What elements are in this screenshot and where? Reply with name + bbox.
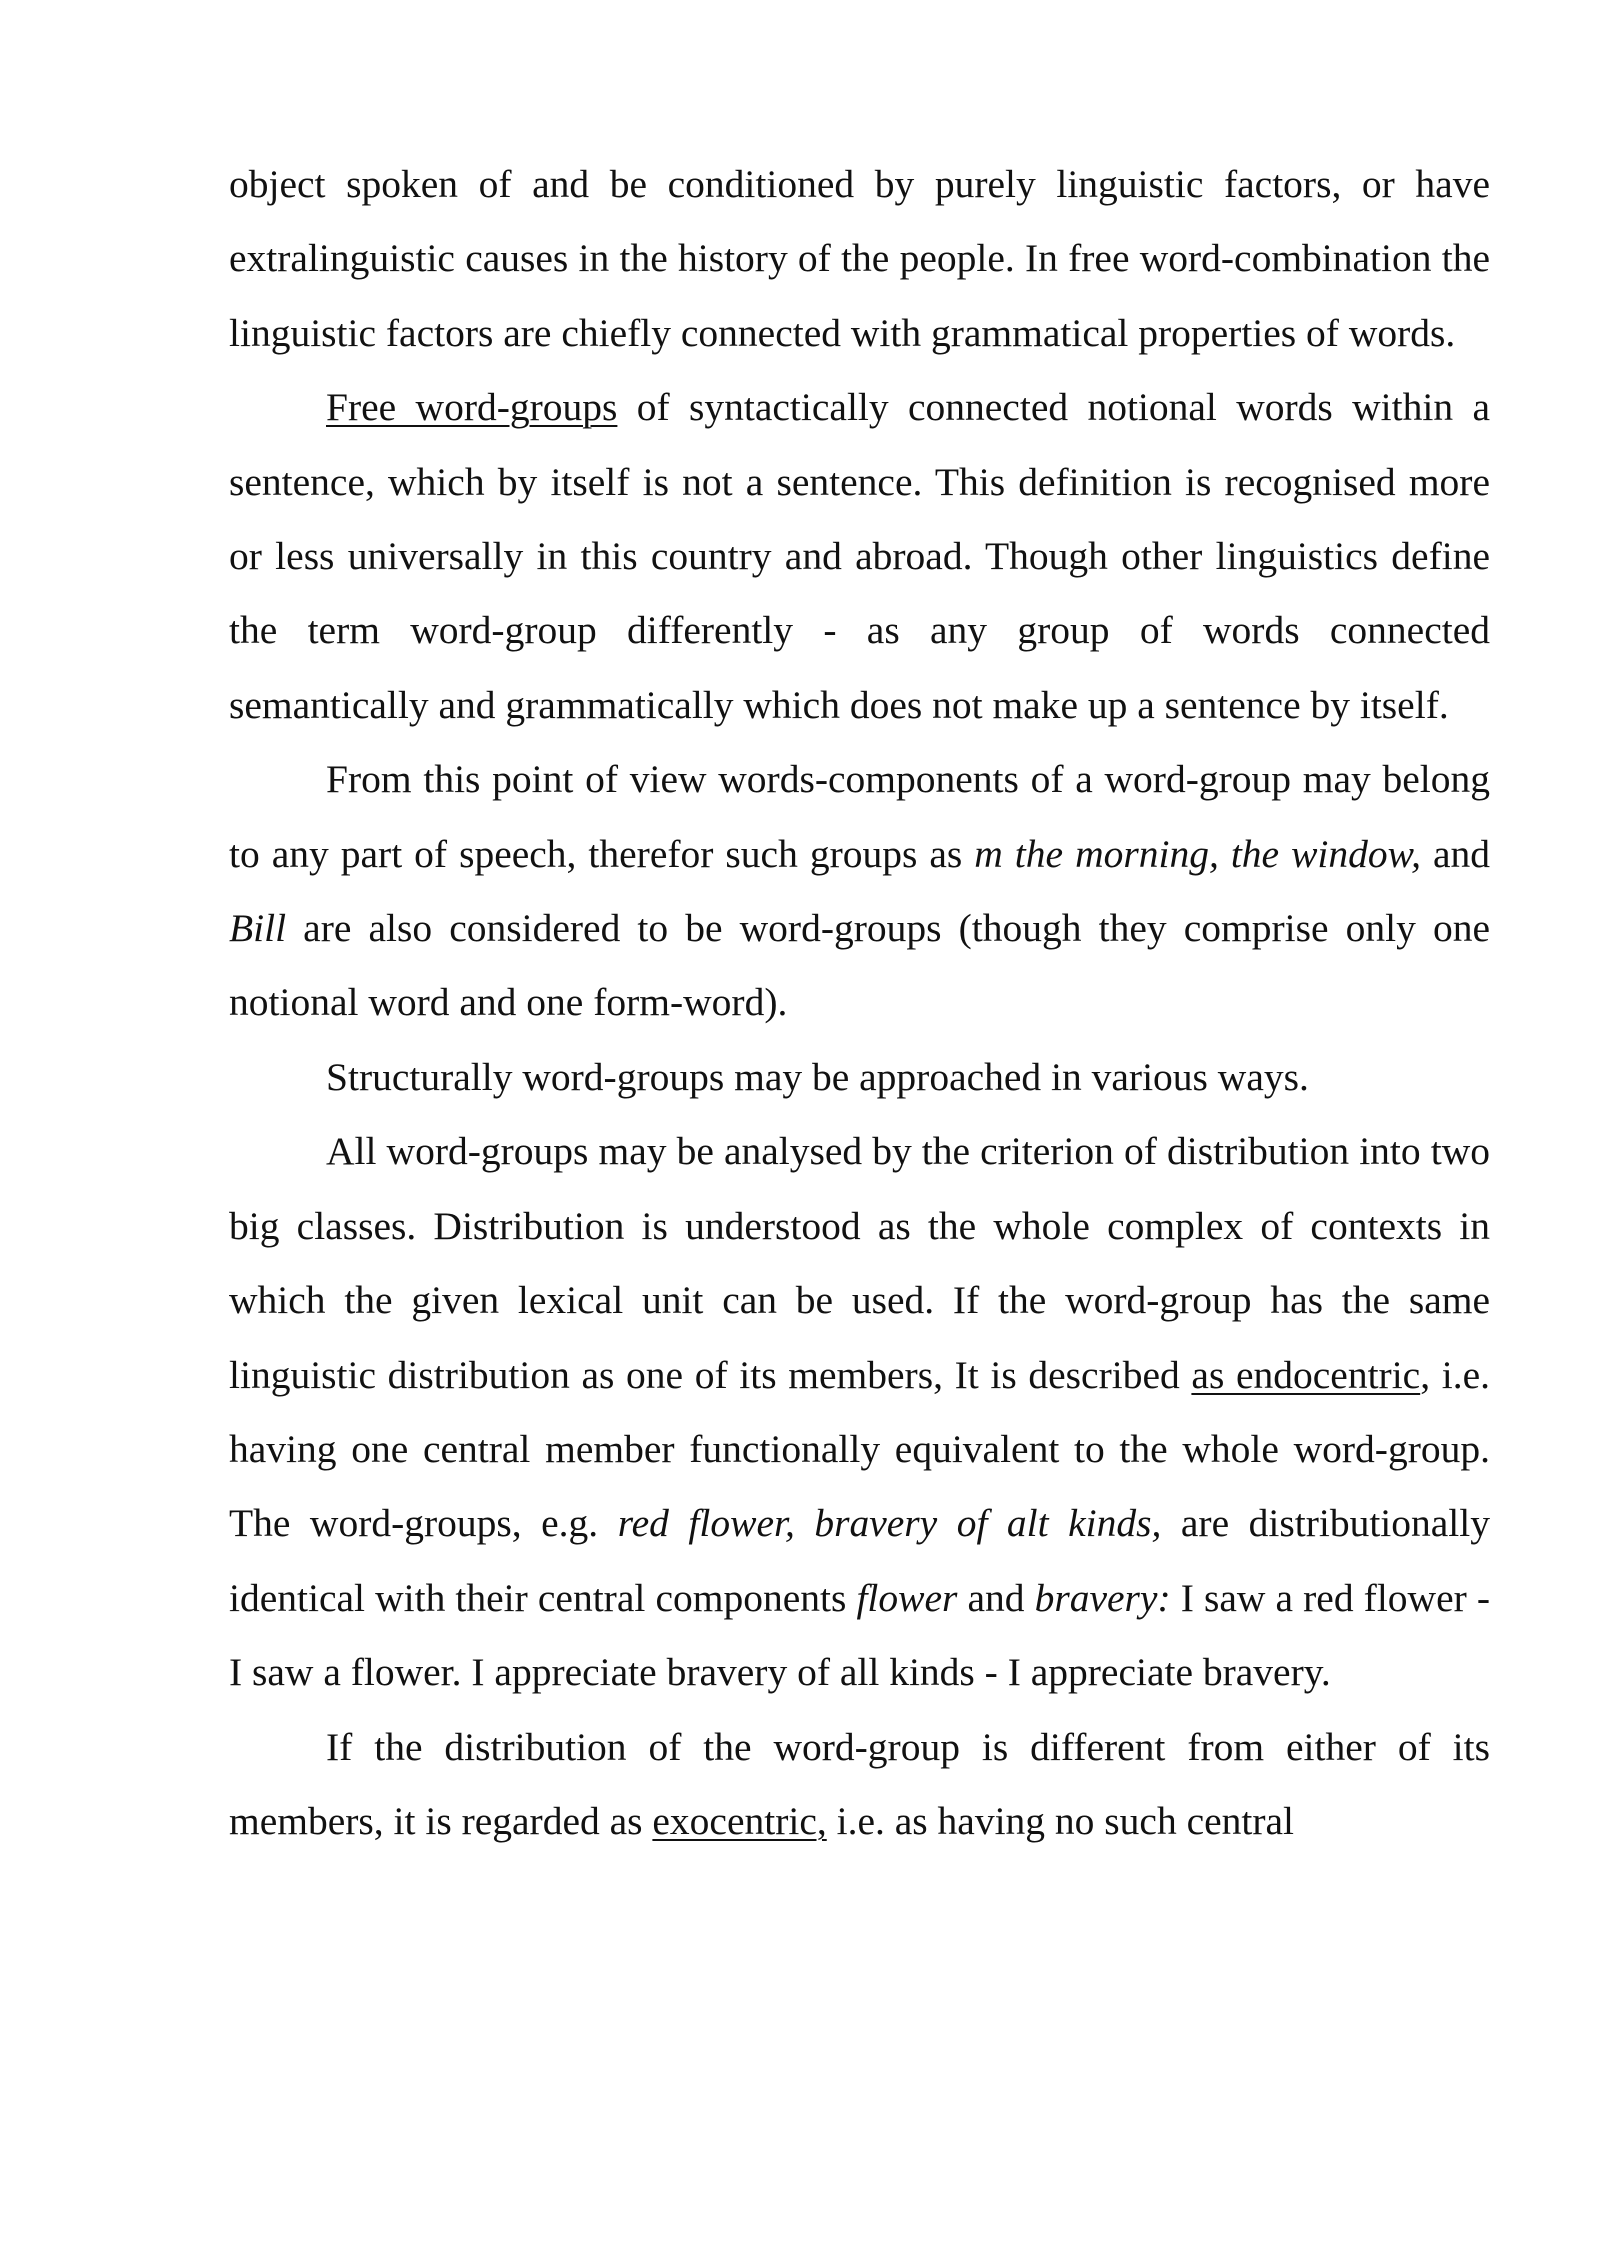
text-segment: , i.e. having one central member functionally equivalent to the whole word-group. The word-groups, e.g. — [229, 1352, 1490, 1546]
text-segment: and — [957, 1575, 1035, 1620]
text-segment: are also considered to be word-groups (though they comprise only one notional word and one form-word). — [229, 906, 1490, 1025]
italic-example: red flower, bravery of alt kinds, — [617, 1501, 1162, 1546]
text-segment: and — [1420, 831, 1490, 876]
italic-example: flower — [856, 1575, 958, 1620]
text-segment: I saw a red flower - I saw a flower. I appreciate bravery of all kinds - I appreciate bravery. — [229, 1575, 1491, 1695]
paragraph-free-word-groups — [229, 370, 1490, 742]
text-segment: All word-groups may be analysed by the criterion of distribution into two big classes. Distribution is understood as the whole complex of contexts in which the given lexical unit can be used. If the word-group has the same linguistic distribution as one of its members, It is described — [229, 1129, 1490, 1397]
underlined-term-free-word-groups: Free word-groups — [326, 385, 618, 430]
text-segment: are distributionally identical with their central components — [229, 1501, 1490, 1620]
paragraph-continuation — [229, 147, 1490, 370]
italic-example: m the morning, the window, — [974, 831, 1421, 876]
paragraph-exocentric — [229, 1710, 1490, 1859]
paragraph-point-of-view — [229, 742, 1490, 1040]
paragraph-distribution — [229, 1114, 1490, 1709]
text-segment: of syntactically connected notional words within a sentence, which by itself is not a sentence. This definition is recognised more or less universally in this country and abroad. Though other linguistics define the term word-group differently - as any group of words connected semantically and grammatically which does not make up a sentence by itself. — [229, 385, 1490, 727]
underlined-term-exocentric: exocentric, — [652, 1798, 827, 1843]
text-segment: If the distribution of the word-group is different from either of its members, it is regarded as — [229, 1724, 1490, 1843]
underlined-term-endocentric: as endocentric — [1191, 1352, 1421, 1397]
italic-example: bravery: — [1034, 1575, 1171, 1620]
text-segment: object spoken of and be conditioned by purely linguistic factors, or have extralinguistic causes in the history of the people. In free word-combination the linguistic factors are chiefly connected with grammatical properties of words. — [229, 162, 1490, 355]
paragraph-structurally — [229, 1040, 1490, 1114]
body-text — [229, 147, 1490, 1858]
italic-example: Bill — [229, 906, 287, 951]
text-segment: Structurally word-groups may be approached in various ways. — [326, 1054, 1309, 1099]
text-segment: From this point of view words-components of a word-group may belong to any part of speech, therefor such groups as — [229, 757, 1490, 876]
text-segment: i.e. as having no such central — [826, 1798, 1295, 1843]
